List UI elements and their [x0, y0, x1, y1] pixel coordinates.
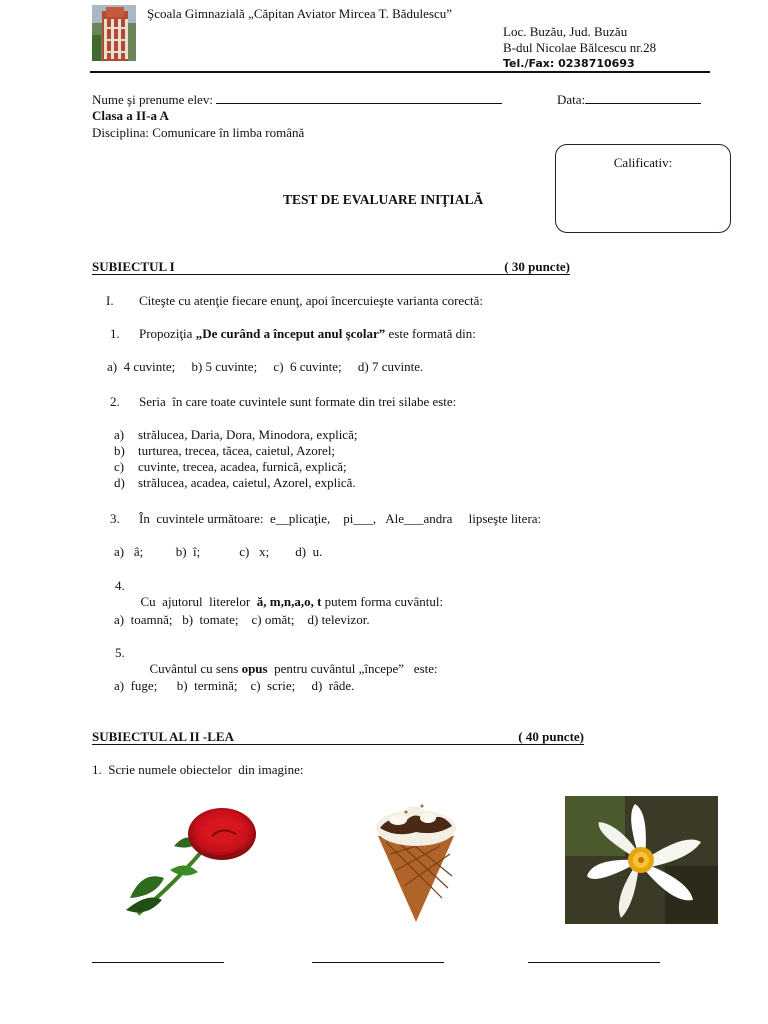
- daffodil-flower-icon: [565, 796, 718, 924]
- student-name-row: [92, 92, 502, 108]
- student-name-label: Nume şi prenume elev:: [92, 92, 213, 107]
- answer-line-3[interactable]: [528, 962, 660, 963]
- q1-number: 1.: [110, 326, 120, 341]
- q3-number: 3.: [110, 511, 120, 526]
- q2-option-d[interactable]: d) strălucea, acadea, caietul, Azorel, explică.: [114, 475, 356, 490]
- q5-number: 5.: [115, 645, 125, 660]
- class-label: Clasa a II-a A: [92, 108, 169, 123]
- q1-pre: Propoziţia: [139, 326, 196, 341]
- school-phone: Tel./Fax: 0238710693: [503, 57, 635, 70]
- answer-line-1[interactable]: [92, 962, 224, 963]
- q1-text: [139, 326, 476, 342]
- q2-option-c[interactable]: c) cuvinte, trecea, acadea, furnică, explică;: [114, 459, 347, 474]
- school-name: Şcoala Gimnazială „Căpitan Aviator Mircea T. Bădulescu”: [147, 6, 453, 21]
- subject2-heading: [92, 729, 584, 745]
- subject1-title: SUBIECTUL I: [92, 259, 175, 274]
- q2-number: 2.: [110, 394, 120, 409]
- header-divider: [90, 71, 710, 73]
- q1-sentence: „De curând a început anul şcolar”: [195, 326, 386, 341]
- q5-opus: opus: [241, 661, 268, 676]
- answer-line-2[interactable]: [312, 962, 444, 963]
- school-logo: [92, 5, 136, 61]
- q4-letters: ă, m,n,a,o, t: [256, 594, 322, 609]
- school-building-icon: [92, 5, 136, 61]
- subject2-title: SUBIECTUL AL II -LEA: [92, 729, 234, 744]
- q5-post: pentru cuvântul „începe” este:: [267, 661, 438, 676]
- discipline-label: Disciplina: Comunicare în limba română: [92, 125, 305, 140]
- daffodil-image: [565, 796, 718, 924]
- instruction-number: I.: [106, 293, 114, 308]
- date-row: [557, 92, 701, 108]
- q1-options[interactable]: a) 4 cuvinte; b) 5 cuvinte; c) 6 cuvinte; d) 7 cuvinte.: [107, 359, 424, 374]
- student-name-field[interactable]: [216, 93, 502, 104]
- ice-cream-image: [370, 798, 462, 924]
- grade-label: Calificativ:: [613, 155, 673, 170]
- q5-text: [143, 645, 438, 677]
- subject1-heading: [92, 259, 570, 275]
- q4-text: [134, 578, 443, 610]
- q2-option-a[interactable]: a) strălucea, Daria, Dora, Minodora, explică;: [114, 427, 358, 442]
- q2-options: [114, 427, 357, 491]
- q4-pre: Cu ajutorul literelor: [140, 594, 257, 609]
- ice-cream-cone-icon: [370, 798, 462, 924]
- school-locality: Loc. Buzău, Jud. Buzău: [503, 24, 628, 39]
- q1-post: este formată din:: [385, 326, 476, 341]
- q5-pre: Cuvântul cu sens: [149, 661, 242, 676]
- q3-text: În cuvintele următoare: e__plicaţie, pi___, Ale___andra lipseşte litera:: [139, 511, 542, 526]
- q2-text: Seria în care toate cuvintele sunt formate din trei silabe este:: [139, 394, 457, 409]
- grade-box[interactable]: [555, 144, 731, 233]
- q2-option-b[interactable]: b) turturea, trecea, tăcea, caietul, Azorel;: [114, 443, 336, 458]
- subject1-points: ( 30 puncte): [504, 259, 570, 274]
- rose-icon: [118, 800, 268, 922]
- instruction-text: Citeşte cu atenţie fiecare enunţ, apoi încercuieşte varianta corectă:: [139, 293, 483, 308]
- q4-options[interactable]: a) toamnă; b) tomate; c) omăt; d) televizor.: [114, 612, 370, 627]
- school-address: B-dul Nicolae Bălcescu nr.28: [503, 40, 657, 55]
- date-label: Data:: [557, 92, 586, 107]
- test-title: TEST DE EVALUARE INIŢIALĂ: [283, 192, 484, 207]
- q3-options[interactable]: a) â; b) î; c) x; d) u.: [114, 544, 323, 559]
- date-field[interactable]: [585, 93, 701, 104]
- q4-number: 4.: [115, 578, 125, 593]
- q4-post: putem forma cuvântul:: [321, 594, 444, 609]
- subject2-q1-text: 1. Scrie numele obiectelor din imagine:: [92, 762, 304, 777]
- rose-image: [118, 800, 268, 922]
- q5-options[interactable]: a) fuge; b) termină; c) scrie; d) râde.: [114, 678, 355, 693]
- subject2-points: ( 40 puncte): [518, 729, 584, 744]
